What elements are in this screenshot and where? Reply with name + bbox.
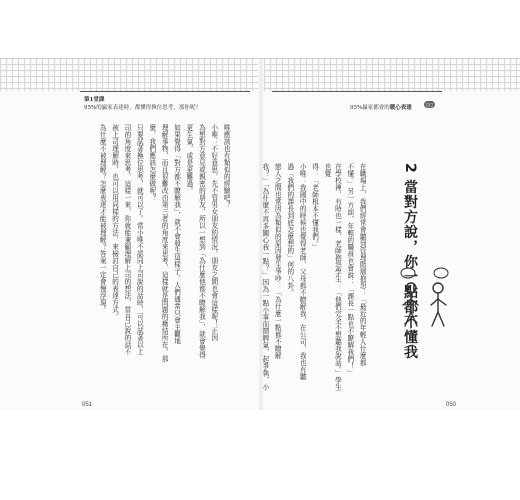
text-column: 為想對方意見或親密的朋友，所以一想到「為什麼他都不瞭解我」，就會覺得 [197,124,206,359]
left-page-body [82,124,252,394]
text-column: 被上司理解時，也可以用同樣的方法，來檢討自己的表達方式。 [110,124,119,320]
chapter-title: 當對方說，你一點都不懂我 [402,179,418,360]
running-head-part-label: 第1堂課 [84,97,105,103]
header-rule-right [272,91,442,92]
text-column: 我？」「為什麼不再多關心我一點？」因為一點小事而鬧脾氣，起爭執，小 [260,163,269,391]
running-head-bold: 暖心表達 [389,105,412,111]
text-column: 唯應該也有類似的經驗吧？ [222,124,231,208]
page-top-edge [0,58,520,59]
page-number-left: 051 [82,402,93,408]
running-head-part-title: 95%的贏家表達時，都懂得換位思考，那你呢？ [84,105,201,111]
text-column: 在職場上，我們經常會聽到管理階層抱怨：「最近的年輕人什麼都 [358,163,367,366]
text-column: 小唯：不好意思，先不管男女朋友的情況，朋友之間也會這樣呢！正因 [209,124,218,341]
right-page-columns [260,163,368,393]
header-rule-left [80,91,250,92]
grid-header-left [0,58,258,91]
text-column: 過「我們的課長到底怎麼想的」何的八卦。 [285,163,294,296]
text-column: 得：「老師根本不懂我們。」 [310,163,319,251]
text-column: 只要試著換位思考，就可以了。當小唯不認同上司說的話時，可以試著以上 [135,124,144,355]
text-column: 麼，我們應該怎麼做呢？ [147,124,156,201]
left-page-columns [97,124,231,394]
text-column: 司的角度來思考，這樣一來，你就能兼顧理解上司的想法，當自己說的話不 [122,124,131,355]
text-column: 如果覺得「對方都不瞭解我」，就不會發生這樣子。人們通常只會主觀地 [172,124,181,345]
speech-bubble-icon: □□ [425,102,434,107]
text-column: 理解事物，而且很難改由第三者的角度來思考，這樣就是問題的癥結所在。那 [160,124,169,362]
text-column: 不懂。」另一方面，年輕的職員也會說：「課長一點也不瞭解我們！」 [345,163,354,377]
text-column: 為什麼不被理解？怎麼表達才能被理解？答案一定會慢浮現。 [98,124,107,313]
running-head-prefix: 95%贏家都會的 [350,105,390,111]
running-head-right [350,103,412,111]
right-page-body [228,163,388,393]
text-column: 在學校裡，有時也一樣，老師抱怨學生：「他們完全不想聽我說話。」學生也覺 [322,163,342,391]
text-column: 小唯：我國中的時候也覺得老師、父母都不瞭解我，在公司，我也有聽 [298,163,307,380]
two-stick-figures-talking-icon [398,262,452,332]
page-number-right: 050 [446,402,457,408]
text-column: 更生氣，或是更難過。 [184,124,193,194]
spine-mark: · [258,61,260,67]
text-column: 戀人之間也常因為類似的原因發生爭吵：「為什麼一點都不瞭解 [273,163,282,359]
chapter-number: 2 [402,163,418,174]
grid-header-right [264,58,520,91]
